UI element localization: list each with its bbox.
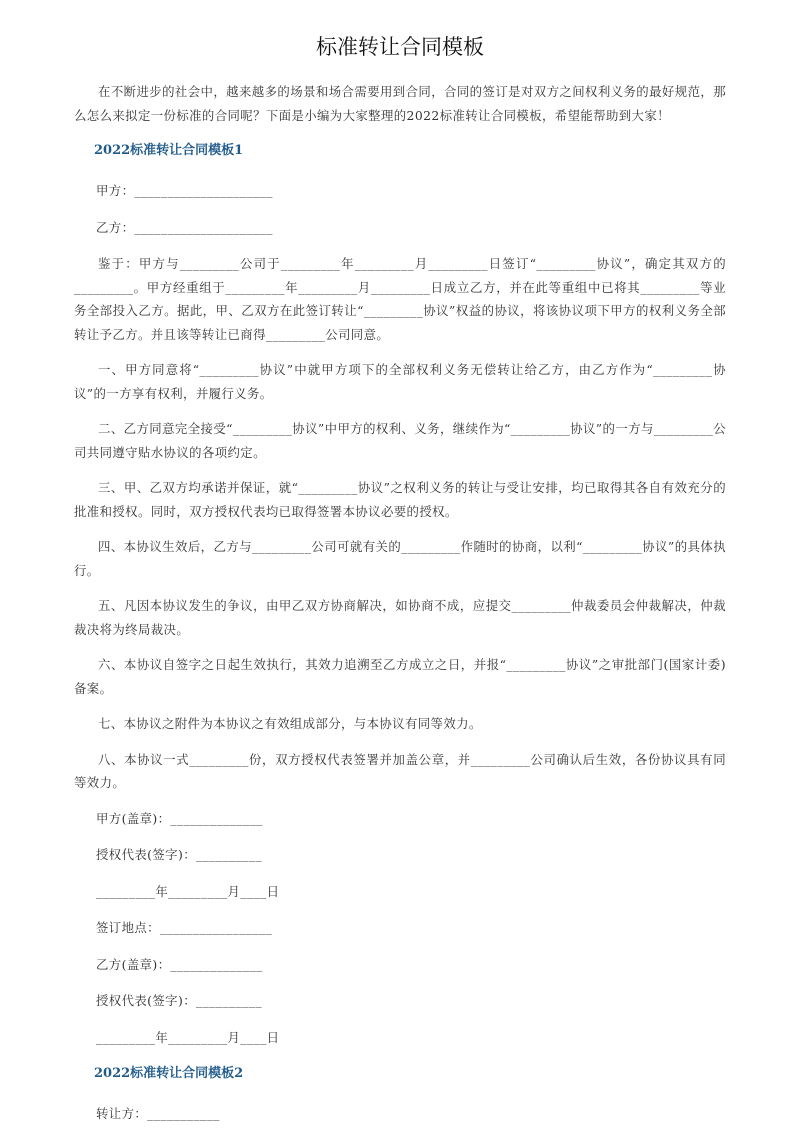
clause-paragraph: 一、甲方同意将“_________协议”中就甲方项下的全部权利义务无偿转让给乙方，由乙方作为“_________协议”的一方享有权利，并履行义务。 [74,362,726,401]
section-heading-1: 2022标准转让合同模板1 [94,143,244,158]
signature-line: 授权代表(签字)：__________ [96,993,262,1008]
clause-paragraph: 四、本协议生效后，乙方与_________公司可就有关的_________作随时的协商，以利“_________协议”的具体执行。 [74,539,726,578]
section-heading-2: 2022标准转让合同模板2 [94,1066,244,1081]
signature-line: 甲方(盖章)：______________ [96,810,263,826]
clause-paragraph: 鉴于：甲方与_________公司于_________年_________月_________日签订“_________协议”，确定其双方的_________。甲方经重组于_________年_________月_________日成立乙方，并在此等重组中已将其_________等业务全部投入乙方。据此，甲、乙双方在此签订转让“_________协议”权益的协议，将该协议项下甲方的权利义务全部转让予乙方。并且该等转让已商得_________公司同意。 [74,256,726,342]
date-line: _________年_________月____日 [96,1029,280,1045]
clause-paragraph: 七、本协议之附件为本协议之有效组成部分，与本协议有同等效力。 [98,716,482,731]
date-line: _________年_________月____日 [96,883,280,899]
document-title: 标准转让合同模板 [316,35,484,59]
party-b-line: 乙方：_____________________ [96,219,273,235]
clause-paragraph: 二、乙方同意完全接受“_________协议”中甲方的权利、义务，继续作为“_________协议”的一方与_________公司共同遵守贴水协议的各项约定。 [74,421,726,460]
clause-paragraph: 六、本协议自签字之日起生效执行，其效力追溯至乙方成立之日，并报“_________协议”之审批部门(国家计委)备案。 [74,657,726,696]
clause-paragraph: 五、凡因本协议发生的争议，由甲乙双方协商解决，如协商不成，应提交_________仲裁委员会仲裁解决，仲裁裁决将为终局裁决。 [74,598,726,637]
signature-line: 授权代表(签字)：__________ [96,847,262,862]
signing-place-line: 签订地点：_________________ [96,920,273,935]
signature-line: 乙方(盖章)：______________ [96,956,263,972]
party-a-line: 甲方：_____________________ [96,183,273,198]
intro-paragraph: 在不断进步的社会中，越来越多的场景和场合需要用到合同，合同的签订是对双方之间权利义务的最好规范，那么怎么来拟定一份标准的合同呢？下面是小编为大家整理的2022标准转让合同模板，希望能帮助到大家！ [74,84,726,123]
transferor-line: 转让方：___________ [96,1106,220,1121]
clause-paragraph: 三、甲、乙双方均承诺并保证，就“_________协议”之权利义务的转让与受让安排，均已取得其各自有效充分的批准和授权。同时，双方授权代表均已取得签署本协议必要的授权。 [74,480,726,519]
clause-paragraph: 八、本协议一式_________份，双方授权代表签署并加盖公章，并_________公司确认后生效，各份协议具有同等效力。 [74,751,726,790]
document-page [74,30,726,1139]
